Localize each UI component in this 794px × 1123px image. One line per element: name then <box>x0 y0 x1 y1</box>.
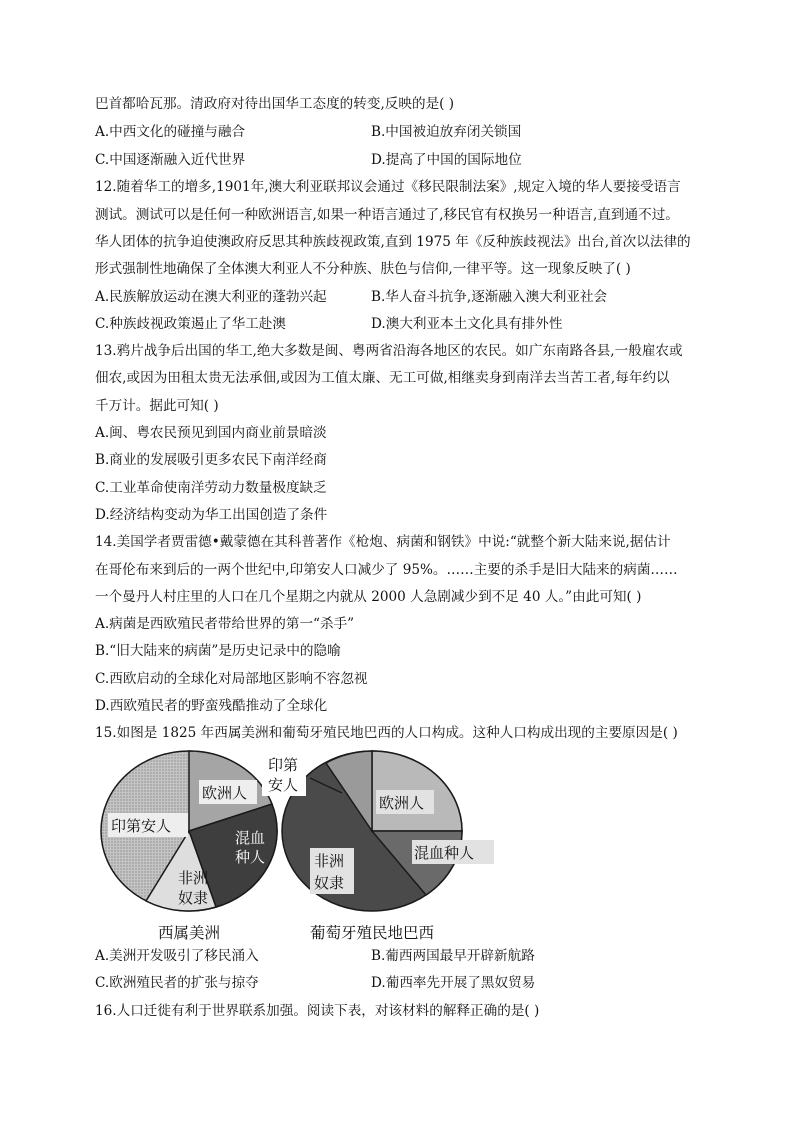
q15-option-a: A.美洲开发吸引了移民涌入 <box>95 948 259 964</box>
q15-option-c: C.欧洲殖民者的扩张与掠夺 <box>95 975 259 991</box>
q12-option-d: D.澳大利亚本土文化具有排外性 <box>371 316 563 332</box>
right-label-slave-2: 奴隶 <box>314 874 345 892</box>
q15-option-d: D.葡西率先开展了黑奴贸易 <box>371 975 536 991</box>
q11-option-a: A.中西文化的碰撞与融合 <box>95 124 246 140</box>
q11-option-b: B.中国被迫放弃闭关锁国 <box>371 124 522 140</box>
q14-option-a: A.病菌是西欧殖民者带给世界的第一“杀手” <box>95 616 355 632</box>
right-pie <box>262 751 494 942</box>
right-label-indian-1: 印第 <box>268 756 299 774</box>
population-pie-figure <box>96 748 516 944</box>
q12-option-b: B.华人奋斗抗争,逐渐融入澳大利亚社会 <box>371 289 608 305</box>
q12-option-c: C.种族歧视政策遏止了华工赴澳 <box>95 316 286 332</box>
left-label-slave-1: 非洲 <box>178 869 209 887</box>
right-label-mixed: 混血种人 <box>414 844 475 862</box>
left-pie <box>101 751 277 942</box>
q11-option-c: C.中国逐渐融入近代世界 <box>95 152 246 168</box>
q14-stem-line-1: 14.美国学者贾雷德•戴蒙德在其科普著作《枪炮、病菌和钢铁》中说:“就整个新大陆来说,据估计 <box>95 534 671 550</box>
right-label-indian-2: 安人 <box>268 776 299 794</box>
q14-option-d: D.西欧殖民者的野蛮残酷推动了全球化 <box>95 698 328 714</box>
q12-stem-line-4: 形式强制性地确保了全体澳大利亚人不分种族、肤色与信仰,一律平等。这一现象反映了( ) <box>95 261 631 277</box>
right-pie-title: 葡萄牙殖民地巴西 <box>310 924 435 942</box>
left-label-indian: 印第安人 <box>111 817 172 835</box>
q13-stem-line-2: 佃农,或因为田租太贵无法承佃,或因为工值太廉、无工可做,相继卖身到南洋去当苦工者,每年约以 <box>95 370 670 386</box>
q15-option-b: B.葡西两国最早开辟新航路 <box>371 948 535 964</box>
right-label-european: 欧洲人 <box>379 794 425 812</box>
q13-stem-line-3: 千万计。据此可知( ) <box>95 398 219 414</box>
q14-option-c: C.西欧启动的全球化对局部地区影响不容忽视 <box>95 671 368 687</box>
left-label-mixed-2: 种人 <box>235 848 266 866</box>
q14-stem-line-3: 一个曼丹人村庄里的人口在几个星期之内就从 2000 人急剧减少到不足 40 人。”由此可知( ) <box>95 589 642 605</box>
q16-stem-line-1: 16.人口迁徙有利于世界联系加强。阅读下表，对该材料的解释正确的是( ) <box>95 1003 540 1019</box>
q13-option-c: C.工业革命使南洋劳动力数量极度缺乏 <box>95 480 327 496</box>
left-pie-title: 西属美洲 <box>158 924 221 942</box>
q13-stem-line-1: 13.鸦片战争后出国的华工,绝大多数是闽、粤两省沿海各地区的农民。如广东南路各县,一般雇农或 <box>95 343 683 359</box>
left-label-european: 欧洲人 <box>202 784 248 802</box>
q15-stem-line-1: 15.如图是 1825 年西属美洲和葡萄牙殖民地巴西的人口构成。这种人口构成出现的主要原因是( ) <box>95 725 678 741</box>
q12-option-a: A.民族解放运动在澳大利亚的蓬勃兴起 <box>95 289 327 305</box>
q12-stem-line-1: 12.随着华工的增多,1901年,澳大利亚联邦议会通过《移民限制法案》,规定入境的华人要接受语言 <box>95 179 681 195</box>
q11-stem-tail: 巴首都哈瓦那。清政府对待出国华工态度的转变,反映的是( ) <box>95 96 455 112</box>
right-label-slave-1: 非洲 <box>314 852 345 870</box>
left-label-mixed-1: 混血 <box>235 829 266 847</box>
q14-option-b: B.“旧大陆来的病菌”是历史记录中的隐喻 <box>95 643 341 659</box>
q13-option-d: D.经济结构变动为华工出国创造了条件 <box>95 507 328 523</box>
q14-stem-line-2: 在哥伦布来到后的一两个世纪中,印第安人口减少了 95%。……主要的杀手是旧大陆来的病菌…… <box>95 562 678 578</box>
q12-stem-line-2: 测试。测试可以是任何一种欧洲语言,如果一种语言通过了,移民官有权换另一种语言,直到通不过。 <box>95 207 679 223</box>
q13-option-b: B.商业的发展吸引更多农民下南洋经商 <box>95 452 327 468</box>
q12-stem-line-3: 华人团体的抗争迫使澳政府反思其种族歧视政策,直到 1975 年《反种族歧视法》出台,首次以法律的 <box>95 234 691 250</box>
left-label-slave-2: 奴隶 <box>178 889 209 907</box>
q11-option-d: D.提高了中国的国际地位 <box>371 152 522 168</box>
q13-option-a: A.闽、粤农民预见到国内商业前景暗淡 <box>95 425 327 441</box>
